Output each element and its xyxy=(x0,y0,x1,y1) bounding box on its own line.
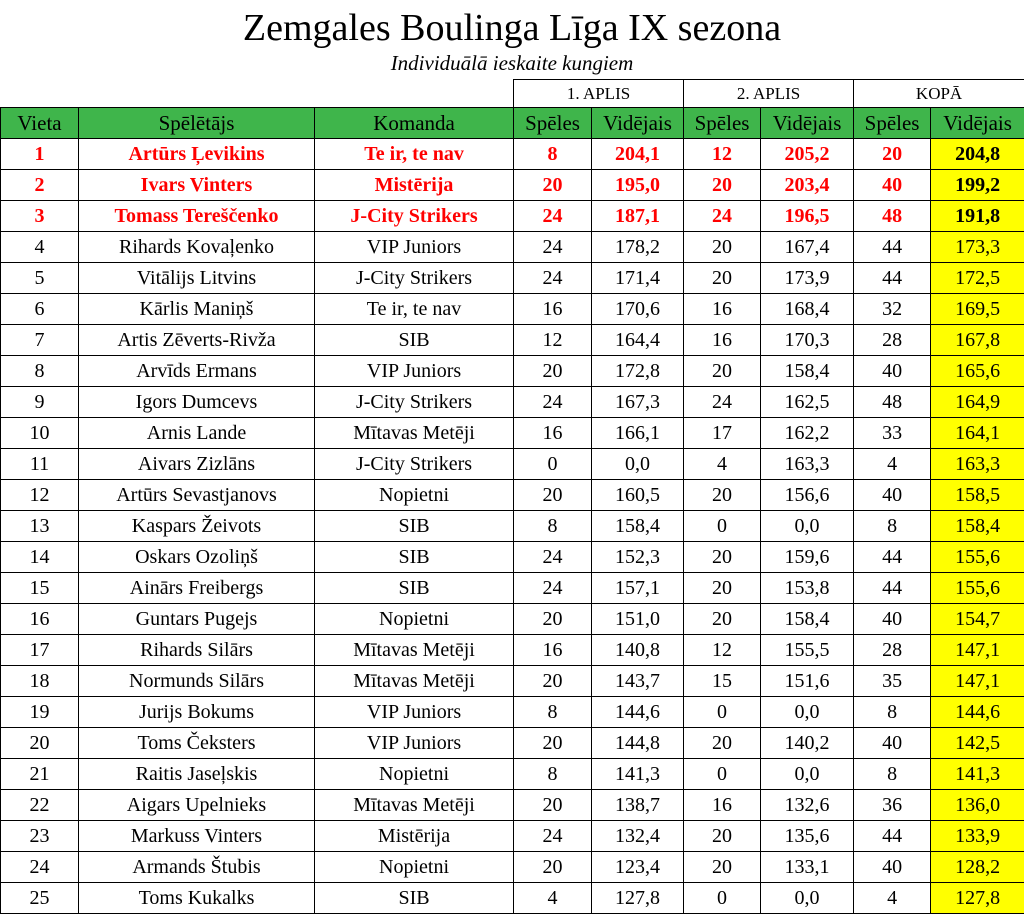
cell-r1-games: 20 xyxy=(514,604,592,635)
cell-team: Mītavas Metēji xyxy=(315,666,514,697)
cell-total-avg: 167,8 xyxy=(931,325,1024,356)
table-row xyxy=(1,294,1024,325)
cell-place: 21 xyxy=(1,759,79,790)
cell-r1-games: 16 xyxy=(514,294,592,325)
cell-r2-games: 16 xyxy=(684,294,761,325)
cell-player: Igors Dumcevs xyxy=(79,387,315,418)
cell-team: Nopietni xyxy=(315,480,514,511)
header-r2-avg: Vidējais xyxy=(761,108,854,139)
cell-r1-games: 8 xyxy=(514,511,592,542)
cell-team: SIB xyxy=(315,542,514,573)
cell-r1-avg: 140,8 xyxy=(592,635,684,666)
cell-r1-avg: 164,4 xyxy=(592,325,684,356)
cell-player: Kārlis Maniņš xyxy=(79,294,315,325)
cell-r1-avg: 171,4 xyxy=(592,263,684,294)
cell-player: Guntars Pugejs xyxy=(79,604,315,635)
cell-team: SIB xyxy=(315,325,514,356)
cell-r1-games: 24 xyxy=(514,387,592,418)
cell-r2-avg: 0,0 xyxy=(761,697,854,728)
cell-total-games: 32 xyxy=(854,294,931,325)
table-row xyxy=(1,418,1024,449)
cell-r2-avg: 170,3 xyxy=(761,325,854,356)
cell-r2-avg: 196,5 xyxy=(761,201,854,232)
cell-r2-avg: 158,4 xyxy=(761,356,854,387)
cell-place: 9 xyxy=(1,387,79,418)
cell-total-avg: 154,7 xyxy=(931,604,1024,635)
table-row xyxy=(1,511,1024,542)
cell-total-games: 4 xyxy=(854,449,931,480)
cell-r2-games: 0 xyxy=(684,759,761,790)
cell-total-games: 28 xyxy=(854,635,931,666)
cell-total-games: 40 xyxy=(854,480,931,511)
cell-total-avg: 147,1 xyxy=(931,666,1024,697)
cell-r2-games: 16 xyxy=(684,325,761,356)
table-row xyxy=(1,356,1024,387)
cell-r1-avg: 123,4 xyxy=(592,852,684,883)
cell-r2-games: 20 xyxy=(684,604,761,635)
cell-r1-games: 24 xyxy=(514,232,592,263)
cell-r2-games: 20 xyxy=(684,170,761,201)
cell-total-avg: 147,1 xyxy=(931,635,1024,666)
cell-total-avg: 165,6 xyxy=(931,356,1024,387)
cell-total-avg: 204,8 xyxy=(931,139,1024,170)
cell-player: Toms Kukalks xyxy=(79,883,315,914)
cell-r2-avg: 168,4 xyxy=(761,294,854,325)
cell-total-avg: 173,3 xyxy=(931,232,1024,263)
header-player: Spēlētājs xyxy=(79,108,315,139)
cell-place: 14 xyxy=(1,542,79,573)
cell-team: SIB xyxy=(315,511,514,542)
cell-r2-games: 20 xyxy=(684,573,761,604)
cell-r1-avg: 166,1 xyxy=(592,418,684,449)
cell-r2-avg: 153,8 xyxy=(761,573,854,604)
cell-r1-avg: 138,7 xyxy=(592,790,684,821)
table-row xyxy=(1,666,1024,697)
cell-place: 3 xyxy=(1,201,79,232)
table-row xyxy=(1,449,1024,480)
cell-r2-avg: 163,3 xyxy=(761,449,854,480)
table-row xyxy=(1,201,1024,232)
table-row xyxy=(1,139,1024,170)
cell-place: 16 xyxy=(1,604,79,635)
cell-total-games: 33 xyxy=(854,418,931,449)
cell-r1-games: 20 xyxy=(514,852,592,883)
table-row xyxy=(1,232,1024,263)
cell-r2-games: 17 xyxy=(684,418,761,449)
cell-player: Vitālijs Litvins xyxy=(79,263,315,294)
cell-total-avg: 136,0 xyxy=(931,790,1024,821)
cell-total-games: 40 xyxy=(854,356,931,387)
round-group-row xyxy=(1,80,1024,108)
cell-total-avg: 155,6 xyxy=(931,573,1024,604)
cell-r1-games: 24 xyxy=(514,201,592,232)
cell-player: Tomass Tereščenko xyxy=(79,201,315,232)
cell-place: 8 xyxy=(1,356,79,387)
cell-r1-games: 24 xyxy=(514,263,592,294)
cell-player: Kaspars Žeivots xyxy=(79,511,315,542)
cell-r1-games: 8 xyxy=(514,759,592,790)
cell-place: 17 xyxy=(1,635,79,666)
cell-r1-games: 20 xyxy=(514,666,592,697)
cell-total-avg: 191,8 xyxy=(931,201,1024,232)
cell-r2-avg: 173,9 xyxy=(761,263,854,294)
cell-place: 5 xyxy=(1,263,79,294)
column-header-row xyxy=(1,108,1024,139)
header-r1-avg: Vidējais xyxy=(592,108,684,139)
cell-team: J-City Strikers xyxy=(315,449,514,480)
cell-place: 22 xyxy=(1,790,79,821)
cell-place: 24 xyxy=(1,852,79,883)
cell-player: Normunds Silārs xyxy=(79,666,315,697)
cell-total-games: 20 xyxy=(854,139,931,170)
table-row xyxy=(1,821,1024,852)
cell-place: 2 xyxy=(1,170,79,201)
cell-r1-games: 20 xyxy=(514,170,592,201)
cell-team: VIP Juniors xyxy=(315,232,514,263)
table-row xyxy=(1,263,1024,294)
cell-total-avg: 127,8 xyxy=(931,883,1024,914)
cell-player: Aigars Upelnieks xyxy=(79,790,315,821)
cell-total-games: 8 xyxy=(854,759,931,790)
cell-r1-avg: 172,8 xyxy=(592,356,684,387)
cell-place: 11 xyxy=(1,449,79,480)
cell-team: Nopietni xyxy=(315,852,514,883)
cell-r1-avg: 204,1 xyxy=(592,139,684,170)
cell-player: Rihards Silārs xyxy=(79,635,315,666)
cell-r1-avg: 178,2 xyxy=(592,232,684,263)
cell-team: Te ir, te nav xyxy=(315,139,514,170)
cell-r1-avg: 152,3 xyxy=(592,542,684,573)
cell-r1-avg: 151,0 xyxy=(592,604,684,635)
cell-total-avg: 158,4 xyxy=(931,511,1024,542)
group-round2: 2. APLIS xyxy=(684,80,854,108)
cell-r2-games: 4 xyxy=(684,449,761,480)
cell-team: Mītavas Metēji xyxy=(315,418,514,449)
cell-team: VIP Juniors xyxy=(315,356,514,387)
cell-r2-avg: 162,2 xyxy=(761,418,854,449)
header-r2-games: Spēles xyxy=(684,108,761,139)
cell-player: Raitis Jaseļskis xyxy=(79,759,315,790)
cell-r2-games: 0 xyxy=(684,883,761,914)
cell-r1-avg: 167,3 xyxy=(592,387,684,418)
cell-total-avg: 163,3 xyxy=(931,449,1024,480)
cell-r1-avg: 170,6 xyxy=(592,294,684,325)
cell-r1-avg: 144,6 xyxy=(592,697,684,728)
cell-place: 20 xyxy=(1,728,79,759)
cell-player: Jurijs Bokums xyxy=(79,697,315,728)
cell-team: Mistērija xyxy=(315,170,514,201)
header-place: Vieta xyxy=(1,108,79,139)
table-row xyxy=(1,573,1024,604)
table-row xyxy=(1,697,1024,728)
cell-r2-avg: 151,6 xyxy=(761,666,854,697)
cell-r1-avg: 187,1 xyxy=(592,201,684,232)
cell-r1-games: 16 xyxy=(514,635,592,666)
cell-r1-avg: 141,3 xyxy=(592,759,684,790)
cell-player: Oskars Ozoliņš xyxy=(79,542,315,573)
header-total-games: Spēles xyxy=(854,108,931,139)
cell-team: VIP Juniors xyxy=(315,697,514,728)
cell-player: Ivars Vinters xyxy=(79,170,315,201)
cell-r2-games: 20 xyxy=(684,728,761,759)
cell-total-games: 4 xyxy=(854,883,931,914)
cell-total-games: 44 xyxy=(854,263,931,294)
cell-total-games: 36 xyxy=(854,790,931,821)
cell-total-avg: 169,5 xyxy=(931,294,1024,325)
cell-r1-games: 24 xyxy=(514,542,592,573)
cell-place: 6 xyxy=(1,294,79,325)
cell-r1-games: 4 xyxy=(514,883,592,914)
cell-team: Nopietni xyxy=(315,604,514,635)
cell-r2-games: 20 xyxy=(684,356,761,387)
cell-player: Rihards Kovaļenko xyxy=(79,232,315,263)
cell-team: Nopietni xyxy=(315,759,514,790)
table-row xyxy=(1,883,1024,914)
cell-team: J-City Strikers xyxy=(315,263,514,294)
cell-r2-games: 20 xyxy=(684,542,761,573)
cell-total-avg: 142,5 xyxy=(931,728,1024,759)
cell-place: 23 xyxy=(1,821,79,852)
cell-team: VIP Juniors xyxy=(315,728,514,759)
group-total: KOPĀ xyxy=(854,80,1024,108)
table-row xyxy=(1,170,1024,201)
cell-total-avg: 133,9 xyxy=(931,821,1024,852)
cell-r2-avg: 155,5 xyxy=(761,635,854,666)
cell-total-games: 48 xyxy=(854,387,931,418)
cell-r2-avg: 133,1 xyxy=(761,852,854,883)
cell-place: 15 xyxy=(1,573,79,604)
cell-r2-avg: 0,0 xyxy=(761,883,854,914)
cell-total-games: 40 xyxy=(854,604,931,635)
cell-team: J-City Strikers xyxy=(315,201,514,232)
cell-place: 18 xyxy=(1,666,79,697)
cell-total-games: 44 xyxy=(854,232,931,263)
cell-player: Markuss Vinters xyxy=(79,821,315,852)
cell-r1-games: 16 xyxy=(514,418,592,449)
cell-total-games: 40 xyxy=(854,170,931,201)
cell-player: Artūrs Sevastjanovs xyxy=(79,480,315,511)
cell-r1-avg: 127,8 xyxy=(592,883,684,914)
cell-r2-avg: 0,0 xyxy=(761,511,854,542)
cell-r2-avg: 132,6 xyxy=(761,790,854,821)
table-row xyxy=(1,480,1024,511)
cell-team: Mistērija xyxy=(315,821,514,852)
cell-player: Aivars Zizlāns xyxy=(79,449,315,480)
page-title: Zemgales Boulinga Līga IX sezona xyxy=(242,7,782,49)
cell-place: 25 xyxy=(1,883,79,914)
cell-total-games: 40 xyxy=(854,728,931,759)
cell-place: 13 xyxy=(1,511,79,542)
cell-r1-games: 0 xyxy=(514,449,592,480)
cell-player: Arvīds Ermans xyxy=(79,356,315,387)
table-row xyxy=(1,542,1024,573)
header-team: Komanda xyxy=(315,108,514,139)
cell-team: SIB xyxy=(315,573,514,604)
cell-player: Artūrs Ļevikins xyxy=(79,139,315,170)
cell-player: Armands Štubis xyxy=(79,852,315,883)
table-row xyxy=(1,635,1024,666)
cell-r2-avg: 140,2 xyxy=(761,728,854,759)
cell-r2-avg: 162,5 xyxy=(761,387,854,418)
cell-total-games: 35 xyxy=(854,666,931,697)
cell-r2-games: 20 xyxy=(684,232,761,263)
cell-r2-games: 20 xyxy=(684,263,761,294)
cell-r1-avg: 157,1 xyxy=(592,573,684,604)
cell-r1-avg: 0,0 xyxy=(592,449,684,480)
cell-total-avg: 158,5 xyxy=(931,480,1024,511)
header-total-avg: Vidējais xyxy=(931,108,1024,139)
cell-team: Mītavas Metēji xyxy=(315,635,514,666)
cell-place: 19 xyxy=(1,697,79,728)
cell-total-games: 44 xyxy=(854,573,931,604)
cell-total-games: 44 xyxy=(854,542,931,573)
standings-table xyxy=(0,79,1024,914)
cell-r1-games: 24 xyxy=(514,573,592,604)
cell-r2-games: 12 xyxy=(684,139,761,170)
group-round1: 1. APLIS xyxy=(514,80,684,108)
cell-r2-avg: 203,4 xyxy=(761,170,854,201)
cell-total-games: 44 xyxy=(854,821,931,852)
cell-team: J-City Strikers xyxy=(315,387,514,418)
cell-r2-games: 20 xyxy=(684,852,761,883)
cell-total-avg: 172,5 xyxy=(931,263,1024,294)
cell-r2-avg: 159,6 xyxy=(761,542,854,573)
cell-place: 1 xyxy=(1,139,79,170)
standings-body xyxy=(1,139,1024,914)
cell-r2-games: 0 xyxy=(684,511,761,542)
cell-total-avg: 128,2 xyxy=(931,852,1024,883)
cell-r2-games: 15 xyxy=(684,666,761,697)
cell-total-games: 40 xyxy=(854,852,931,883)
cell-r2-games: 24 xyxy=(684,201,761,232)
cell-r1-avg: 195,0 xyxy=(592,170,684,201)
cell-player: Artis Zēverts-Rivža xyxy=(79,325,315,356)
cell-total-games: 48 xyxy=(854,201,931,232)
cell-r1-games: 8 xyxy=(514,139,592,170)
cell-total-avg: 164,9 xyxy=(931,387,1024,418)
cell-r2-avg: 0,0 xyxy=(761,759,854,790)
cell-player: Arnis Lande xyxy=(79,418,315,449)
cell-r2-games: 24 xyxy=(684,387,761,418)
table-row xyxy=(1,325,1024,356)
cell-r1-games: 12 xyxy=(514,325,592,356)
cell-r2-avg: 158,4 xyxy=(761,604,854,635)
cell-team: Mītavas Metēji xyxy=(315,790,514,821)
cell-r1-avg: 143,7 xyxy=(592,666,684,697)
cell-r1-games: 20 xyxy=(514,356,592,387)
page-subtitle: Individuālā ieskaite kungiem xyxy=(390,51,634,75)
cell-r2-avg: 205,2 xyxy=(761,139,854,170)
cell-r2-avg: 167,4 xyxy=(761,232,854,263)
table-row xyxy=(1,387,1024,418)
cell-total-games: 8 xyxy=(854,697,931,728)
cell-total-avg: 155,6 xyxy=(931,542,1024,573)
cell-r1-games: 8 xyxy=(514,697,592,728)
cell-r1-avg: 160,5 xyxy=(592,480,684,511)
table-row xyxy=(1,604,1024,635)
header-r1-games: Spēles xyxy=(514,108,592,139)
table-row xyxy=(1,759,1024,790)
cell-r2-games: 20 xyxy=(684,821,761,852)
table-row xyxy=(1,790,1024,821)
cell-place: 7 xyxy=(1,325,79,356)
cell-total-avg: 199,2 xyxy=(931,170,1024,201)
cell-r2-avg: 156,6 xyxy=(761,480,854,511)
cell-r2-games: 0 xyxy=(684,697,761,728)
cell-place: 10 xyxy=(1,418,79,449)
cell-place: 12 xyxy=(1,480,79,511)
cell-r2-games: 20 xyxy=(684,480,761,511)
cell-r2-games: 16 xyxy=(684,790,761,821)
cell-total-avg: 141,3 xyxy=(931,759,1024,790)
cell-place: 4 xyxy=(1,232,79,263)
cell-team: SIB xyxy=(315,883,514,914)
cell-player: Ainārs Freibergs xyxy=(79,573,315,604)
cell-r1-games: 20 xyxy=(514,728,592,759)
cell-player: Toms Čeksters xyxy=(79,728,315,759)
cell-total-avg: 164,1 xyxy=(931,418,1024,449)
cell-r1-avg: 144,8 xyxy=(592,728,684,759)
cell-r2-avg: 135,6 xyxy=(761,821,854,852)
cell-r1-games: 24 xyxy=(514,821,592,852)
cell-team: Te ir, te nav xyxy=(315,294,514,325)
group-spacer xyxy=(1,80,514,108)
cell-r2-games: 12 xyxy=(684,635,761,666)
table-row xyxy=(1,852,1024,883)
table-row xyxy=(1,728,1024,759)
cell-r1-games: 20 xyxy=(514,790,592,821)
cell-total-games: 28 xyxy=(854,325,931,356)
cell-total-avg: 144,6 xyxy=(931,697,1024,728)
cell-total-games: 8 xyxy=(854,511,931,542)
cell-r1-avg: 158,4 xyxy=(592,511,684,542)
cell-r1-games: 20 xyxy=(514,480,592,511)
cell-r1-avg: 132,4 xyxy=(592,821,684,852)
